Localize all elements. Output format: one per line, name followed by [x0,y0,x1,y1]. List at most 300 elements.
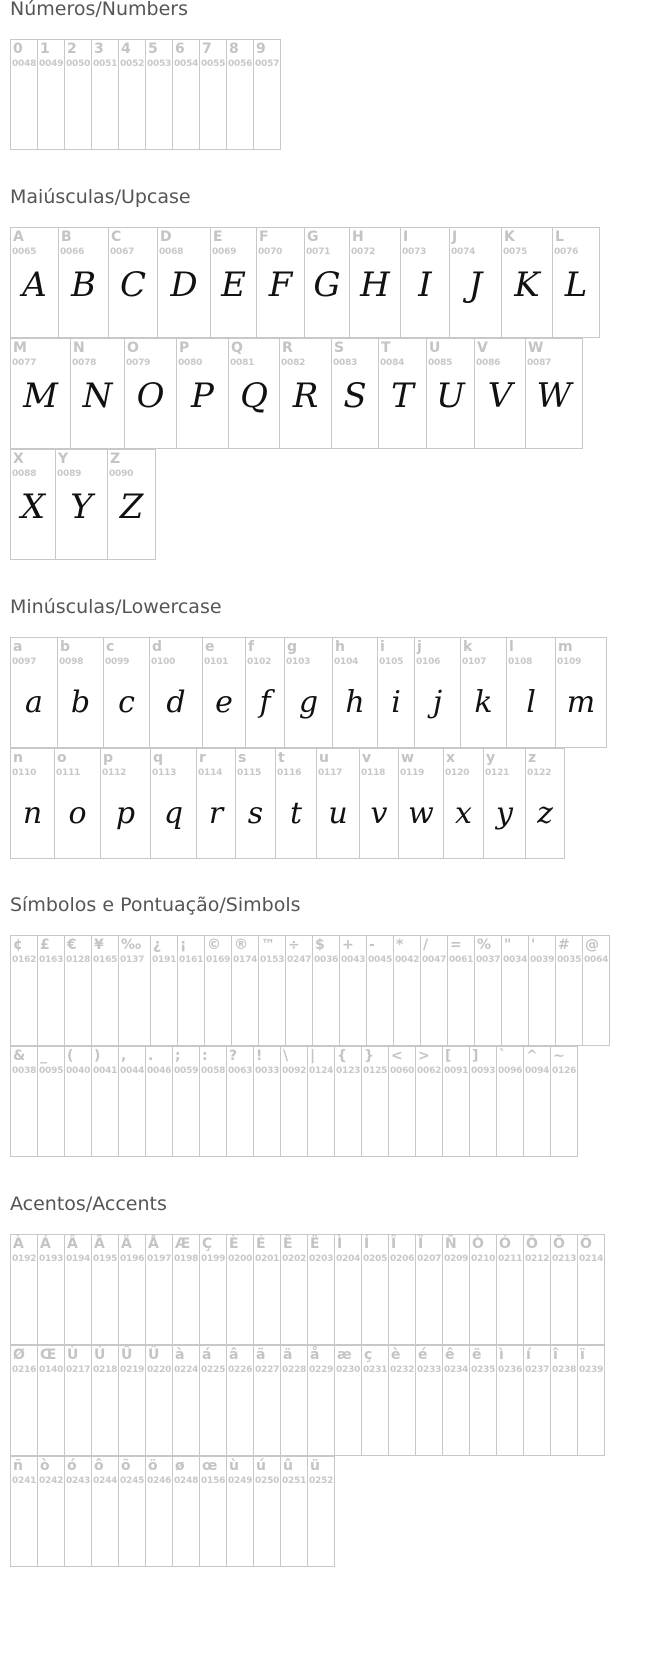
glyph-cell [226,1345,254,1456]
glyph-sample: f [259,685,271,720]
glyph-code-label: 0089 [57,469,82,479]
glyph-cell [70,338,125,449]
glyph-cell [199,1456,227,1567]
glyph-char-label: ; [175,1048,181,1064]
glyph-code-label: 0192 [12,1254,37,1264]
glyph-code-label: 0232 [390,1365,415,1375]
glyph-cell [226,1234,254,1345]
glyph-cell [449,227,502,338]
glyph-code-label: 0156 [201,1476,226,1486]
glyph-char-label: P [179,340,190,356]
glyph-code-label: 0233 [417,1365,442,1375]
glyph-sample: D [170,265,198,305]
glyph-char-label: Q [231,340,243,356]
glyph-char-label: ç [364,1347,373,1363]
glyph-char-label: ï [580,1347,585,1363]
glyph-cell [256,227,305,338]
glyph-sample: b [70,685,91,720]
glyph-cell [483,748,526,859]
glyph-code-label: 0035 [557,955,582,965]
glyph-char-label: 9 [256,41,266,57]
glyph-char-label: ? [229,1048,238,1064]
glyph-cell [10,449,56,560]
glyph-code-label: 0103 [286,657,311,667]
glyph-code-label: 0056 [228,59,253,69]
glyph-sample: X [20,487,46,527]
glyph-char-label: Ø [13,1347,25,1363]
glyph-char-label: ~ [553,1048,565,1064]
glyph-code-label: 0075 [503,247,528,257]
glyph-char-label: à [175,1347,185,1363]
glyph-sample: r [208,796,224,831]
glyph-char-label: ú [256,1458,266,1474]
glyph-sample: a [25,685,43,720]
glyph-code-label: 0093 [471,1066,496,1076]
glyph-code-label: 0098 [59,657,84,667]
glyph-code-label: 0046 [147,1066,172,1076]
glyph-code-label: 0238 [552,1365,577,1375]
glyph-char-label: T [381,340,391,356]
glyph-char-label: ( [67,1048,74,1064]
glyph-cell [334,1046,362,1157]
lowercase-row-1 [10,637,607,748]
glyph-cell [528,935,556,1046]
glyph-char-label: Â [67,1236,78,1252]
glyph-cell [280,1234,308,1345]
glyph-cell [64,1456,92,1567]
glyph-sample: V [487,376,513,416]
glyph-char-label: v [362,750,372,766]
glyph-char-label: h [335,639,345,655]
glyph-char-label: O [127,340,139,356]
glyph-cell [388,1345,416,1456]
glyph-char-label: F [259,229,269,245]
glyph-cell [550,1234,578,1345]
glyph-code-label: 0110 [12,768,37,778]
glyph-sample: o [68,796,87,831]
glyph-cell [501,935,529,1046]
glyph-cell [64,1234,92,1345]
glyph-cell [226,39,254,150]
glyph-char-label: c [106,639,115,655]
glyph-char-label: Ò [472,1236,484,1252]
glyph-sample: E [221,265,246,305]
glyph-cell [474,935,502,1046]
glyph-code-label: 0209 [444,1254,469,1264]
glyph-cell [334,1345,362,1456]
glyph-sample: v [370,796,388,831]
glyph-cell [398,748,444,859]
glyph-code-label: 0126 [552,1066,577,1076]
glyph-code-label: 0037 [476,955,501,965]
glyph-sample: K [514,265,540,305]
glyph-char-label: Ö [580,1236,592,1252]
glyph-code-label: 0214 [579,1254,604,1264]
glyph-char-label: 3 [94,41,104,57]
glyph-code-label: 0087 [527,358,552,368]
glyph-code-label: 0229 [309,1365,334,1375]
glyph-cell [10,1456,38,1567]
glyph-cell [331,338,379,449]
glyph-char-label: e [205,639,215,655]
glyph-code-label: 0038 [12,1066,37,1076]
glyph-sample: n [22,796,43,831]
glyph-char-label: j [417,639,422,655]
glyph-char-label: a [13,639,23,655]
glyph-cell [199,1234,227,1345]
glyph-code-label: 0069 [212,247,237,257]
accents-row-3 [10,1456,335,1567]
glyph-cell [177,935,205,1046]
glyph-char-label: J [452,229,458,245]
glyph-code-label: 0062 [417,1066,442,1076]
glyph-cell [124,338,177,449]
glyph-cell [64,1046,92,1157]
glyph-char-label: z [528,750,537,766]
glyph-cell [231,935,259,1046]
glyph-char-label: y [486,750,496,766]
glyph-code-label: 0076 [554,247,579,257]
glyph-char-label: ! [256,1048,263,1064]
glyph-code-label: 0140 [39,1365,64,1375]
glyph-char-label: & [13,1048,26,1064]
glyph-char-label: € [67,937,77,953]
glyph-sample: p [115,796,136,831]
glyph-code-label: 0082 [281,358,306,368]
glyph-cell [442,1234,470,1345]
glyph-code-label: 0096 [498,1066,523,1076]
glyph-char-label: C [111,229,122,245]
glyph-char-label: Ñ [445,1236,457,1252]
glyph-cell [469,1046,497,1157]
glyph-cell [107,449,156,560]
glyph-code-label: 0230 [336,1365,361,1375]
glyph-cell [57,637,104,748]
glyph-code-label: 0077 [12,358,37,368]
glyph-code-label: 0117 [318,768,343,778]
glyph-char-label: É [256,1236,266,1252]
glyph-sample: x [455,796,472,831]
glyph-code-label: 0119 [400,768,425,778]
glyph-cell [91,1046,119,1157]
glyph-code-label: 0074 [451,247,476,257]
glyph-char-label: g [287,639,298,655]
glyph-cell [577,1345,605,1456]
glyph-code-label: 0063 [228,1066,253,1076]
glyph-char-label: ' [531,937,536,953]
glyph-code-label: 0090 [109,469,134,479]
glyph-code-label: 0106 [416,657,441,667]
glyph-char-label: . [148,1048,154,1064]
glyph-char-label: Å [148,1236,159,1252]
glyph-sample: u [328,796,348,831]
glyph-char-label: ø [175,1458,185,1474]
glyph-char-label: ` [499,1048,506,1064]
glyph-cell [506,637,556,748]
glyph-cell [474,338,526,449]
glyph-char-label: / [423,937,429,953]
glyph-cell [552,227,600,338]
glyph-cell [10,338,71,449]
glyph-sample: t [289,796,303,831]
glyph-cell [172,1046,200,1157]
glyph-cell [366,935,394,1046]
glyph-char-label: < [391,1048,403,1064]
glyph-cell [525,338,583,449]
glyph-code-label: 0085 [428,358,453,368]
glyph-cell [496,1345,524,1456]
glyph-sample: L [564,265,588,305]
glyph-code-label: 0045 [368,955,393,965]
glyph-sample: M [23,376,58,416]
glyph-char-label: ÷ [288,937,300,953]
glyph-char-label: b [60,639,71,655]
glyph-code-label: 0231 [363,1365,388,1375]
glyph-code-label: 0205 [363,1254,388,1264]
glyph-char-label: X [13,451,24,467]
glyph-code-label: 0197 [147,1254,172,1264]
glyph-cell [199,1345,227,1456]
glyph-char-label: Ê [283,1236,293,1252]
glyph-char-label: l [509,639,514,655]
glyph-cell [145,1456,173,1567]
glyph-cell [64,1345,92,1456]
glyph-sample: J [468,265,483,305]
glyph-char-label: ™ [261,937,275,953]
glyph-sample: T [391,376,414,416]
glyph-char-label: ì [499,1347,504,1363]
glyph-sample: W [536,376,572,416]
glyph-sample: R [292,376,319,416]
glyph-char-label: ] [472,1048,479,1064]
glyph-code-label: 0109 [557,657,582,667]
section-title-numbers: Números/Numbers [10,0,188,20]
glyph-cell [442,1345,470,1456]
symbols-row-2 [10,1046,578,1157]
glyph-cell [204,935,232,1046]
glyph-sample: g [298,685,319,720]
glyph-cell [339,935,367,1046]
glyph-code-label: 0058 [201,1066,226,1076]
glyph-sample: G [313,265,341,305]
glyph-code-label: 0068 [159,247,184,257]
glyph-code-label: 0219 [120,1365,145,1375]
glyph-char-label: Y [58,451,69,467]
glyph-code-label: 0042 [395,955,420,965]
glyph-code-label: 0128 [66,955,91,965]
glyph-char-label: Ë [310,1236,320,1252]
glyph-char-label: ¿ [153,937,162,953]
glyph-cell [91,935,119,1046]
glyph-char-label: p [103,750,114,766]
glyph-sample: U [436,376,465,416]
glyph-cell [118,1345,146,1456]
glyph-char-label: Ó [499,1236,511,1252]
glyph-code-label: 0124 [309,1066,334,1076]
glyph-cell [388,1234,416,1345]
glyph-sample: N [82,376,113,416]
glyph-char-label: î [553,1347,558,1363]
glyph-cell [245,637,285,748]
glyph-cell [258,935,286,1046]
glyph-cell [150,935,178,1046]
lowercase-row-2 [10,748,565,859]
numbers-row-1 [10,39,281,150]
glyph-char-label: í [526,1347,531,1363]
glyph-cell [145,1234,173,1345]
glyph-cell [118,1456,146,1567]
glyph-cell [393,935,421,1046]
glyph-sample: y [496,796,513,831]
glyph-code-label: 0202 [282,1254,307,1264]
glyph-char-label: À [13,1236,24,1252]
glyph-char-label: G [307,229,319,245]
glyph-sample: B [71,265,96,305]
glyph-char-label: Ú [94,1347,106,1363]
glyph-cell [145,1046,173,1157]
glyph-cell [202,637,246,748]
glyph-cell [334,1234,362,1345]
glyph-code-label: 0043 [341,955,366,965]
glyph-code-label: 0198 [174,1254,199,1264]
glyph-cell [172,1456,200,1567]
glyph-cell [361,1234,389,1345]
glyph-code-label: 0125 [363,1066,388,1076]
section-title-upcase: Maiúsculas/Upcase [10,186,191,208]
glyph-code-label: 0118 [361,768,386,778]
glyph-code-label: 0220 [147,1365,172,1375]
glyph-cell [210,227,257,338]
glyph-char-label: ê [445,1347,455,1363]
glyph-code-label: 0112 [102,768,127,778]
glyph-sample: I [418,265,432,305]
glyph-char-label: ò [40,1458,50,1474]
glyph-cell [10,748,55,859]
glyph-code-label: 0044 [120,1066,145,1076]
glyph-cell [555,637,607,748]
glyph-code-label: 0033 [255,1066,280,1076]
glyph-code-label: 0100 [151,657,176,667]
glyph-char-label: : [202,1048,208,1064]
glyph-code-label: 0114 [198,768,223,778]
glyph-code-label: 0211 [498,1254,523,1264]
glyph-char-label: á [202,1347,212,1363]
glyph-char-label: @ [585,937,599,953]
glyph-cell [91,1234,119,1345]
glyph-code-label: 0200 [228,1254,253,1264]
glyph-char-label: B [61,229,72,245]
glyph-code-label: 0101 [204,657,229,667]
glyph-char-label: ü [310,1458,320,1474]
glyph-code-label: 0236 [498,1365,523,1375]
glyph-char-label: Ù [67,1347,79,1363]
glyph-char-label: è [391,1347,401,1363]
glyph-char-label: + [342,937,354,953]
glyph-code-label: 0249 [228,1476,253,1486]
glyph-code-label: 0195 [93,1254,118,1264]
glyph-code-label: 0241 [12,1476,37,1486]
glyph-sample: h [345,685,365,720]
glyph-code-label: 0237 [525,1365,550,1375]
glyph-code-label: 0115 [237,768,262,778]
glyph-code-label: 0067 [110,247,135,257]
glyph-code-label: 0041 [93,1066,118,1076]
glyph-code-label: 0084 [380,358,405,368]
glyph-char-label: R [282,340,293,356]
glyph-char-label: * [396,937,404,953]
glyph-code-label: 0165 [93,955,118,965]
glyph-char-label: ¢ [13,937,23,953]
glyph-code-label: 0169 [206,955,231,965]
glyph-cell [58,227,109,338]
glyph-code-label: 0057 [255,59,280,69]
glyph-sample: H [360,265,390,305]
glyph-sample: m [566,685,596,720]
glyph-cell [523,1234,551,1345]
glyph-char-label: â [229,1347,239,1363]
glyph-cell [304,227,350,338]
glyph-code-label: 0153 [260,955,285,965]
glyph-char-label: > [418,1048,430,1064]
glyph-sample: e [215,685,233,720]
glyph-cell [176,338,229,449]
glyph-cell [91,39,119,150]
glyph-code-label: 0235 [471,1365,496,1375]
upcase-row-2 [10,338,583,449]
glyph-code-label: 0250 [255,1476,280,1486]
glyph-cell [582,935,610,1046]
glyph-code-label: 0094 [525,1066,550,1076]
glyph-cell [253,1345,281,1456]
glyph-code-label: 0053 [147,59,172,69]
glyph-sample: S [343,376,367,416]
glyph-char-label: Í [364,1236,370,1252]
glyph-sample: Y [70,487,93,527]
glyph-code-label: 0080 [178,358,203,368]
glyph-code-label: 0064 [584,955,609,965]
glyph-char-label: 1 [40,41,50,57]
glyph-code-label: 0213 [552,1254,577,1264]
glyph-cell [10,39,38,150]
glyph-cell [280,1456,308,1567]
glyph-sample: w [408,796,434,831]
glyph-char-label: ë [472,1347,482,1363]
glyph-code-label: 0083 [333,358,358,368]
glyph-code-label: 0217 [66,1365,91,1375]
glyph-code-label: 0191 [152,955,177,965]
glyph-char-label: È [229,1236,239,1252]
glyph-cell [460,637,507,748]
accents-row-2 [10,1345,605,1456]
glyph-cell [150,748,197,859]
glyph-cell [253,1456,281,1567]
glyph-code-label: 0070 [258,247,283,257]
glyph-cell [149,637,203,748]
glyph-cell [284,637,333,748]
glyph-char-label: H [352,229,364,245]
glyph-char-label: w [401,750,414,766]
glyph-char-label: ‰ [121,937,142,953]
glyph-cell [414,637,461,748]
glyph-code-label: 0243 [66,1476,91,1486]
glyph-cell [280,1046,308,1157]
glyph-cell [37,1234,65,1345]
glyph-char-label: N [73,340,85,356]
glyph-char-label: 0 [13,41,23,57]
glyph-cell [420,935,448,1046]
glyph-char-label: f [248,639,255,655]
glyph-char-label: " [504,937,512,953]
